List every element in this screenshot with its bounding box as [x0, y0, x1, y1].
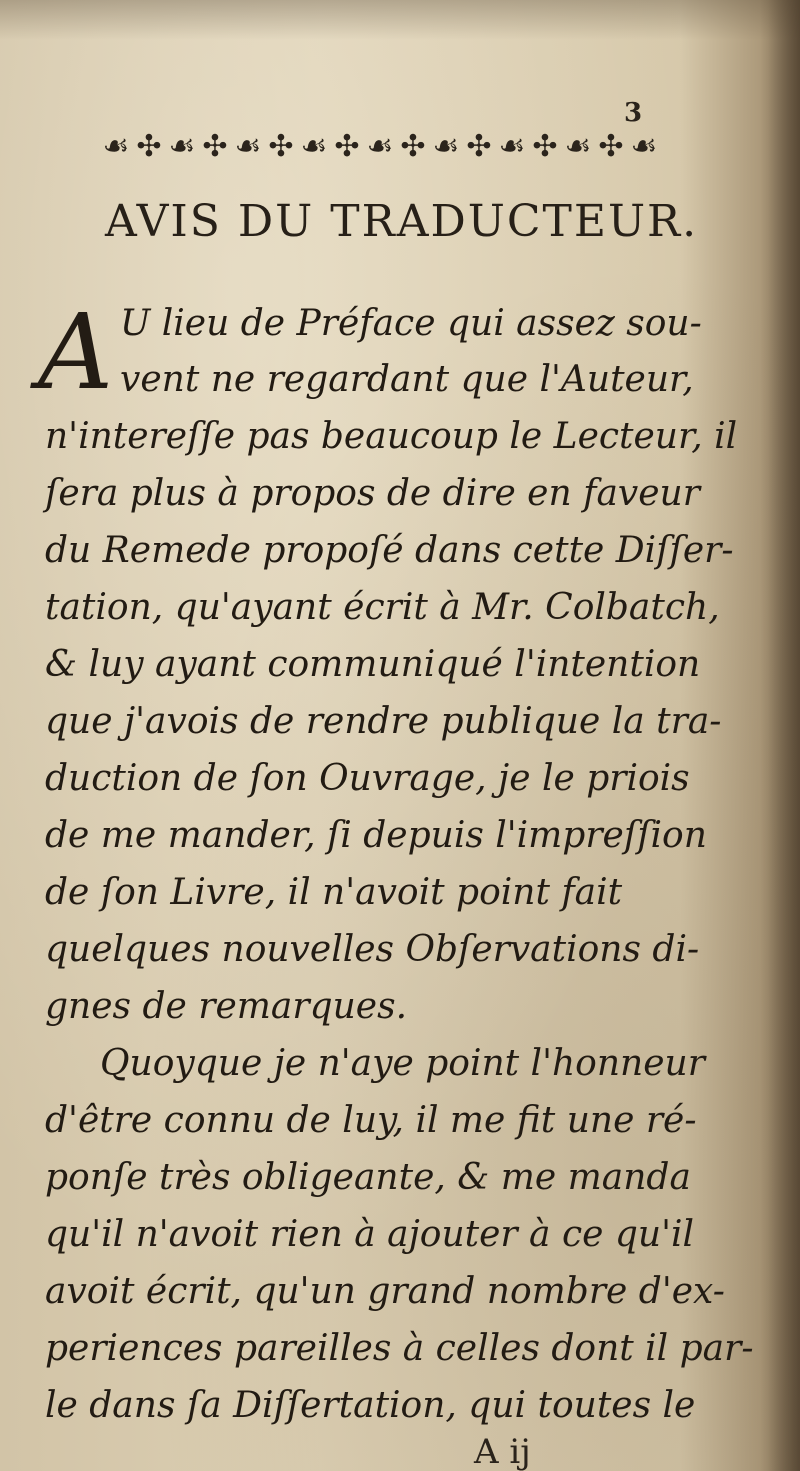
- ornament-glyph: ✣: [268, 128, 294, 164]
- signature-mark: A ij: [474, 1432, 531, 1471]
- text-line: periences pareilles à celles dont il par-: [45, 1328, 754, 1369]
- text-line: ponſe très obligeante, & me manda: [45, 1157, 691, 1198]
- ornament-glyph: ☙: [564, 128, 592, 164]
- ornament-glyph: ☙: [498, 128, 526, 164]
- text-line: que j'avois de rendre publique la tra-: [45, 701, 722, 742]
- text-line: tation, qu'ayant écrit à Mr. Colbatch,: [45, 587, 720, 628]
- text-line: n'intereſſe pas beaucoup le Lecteur, il: [45, 416, 738, 457]
- ornament-glyph: ☙: [432, 128, 460, 164]
- ornament-glyph: ☙: [300, 128, 328, 164]
- ornament-glyph: ☙: [630, 128, 658, 164]
- text-line: duction de ſon Ouvrage, je le priois: [45, 758, 690, 799]
- ornament-glyph: ☙: [102, 128, 130, 164]
- text-line: de me mander, ſi depuis l'impreſſion: [45, 815, 707, 856]
- ornament-glyph: ✣: [136, 128, 162, 164]
- text-line: U lieu de Préface qui assez sou-: [120, 303, 702, 344]
- text-line: de ſon Livre, il n'avoit point fait: [45, 872, 623, 913]
- text-line: & luy ayant communiqué l'intention: [45, 644, 701, 685]
- ornament-glyph: ☙: [366, 128, 394, 164]
- drop-cap: A: [38, 291, 114, 413]
- text-line: qu'il n'avoit rien à ajouter à ce qu'il: [45, 1214, 695, 1255]
- ornament-glyph: ✣: [532, 128, 558, 164]
- ornament-glyph: ✣: [334, 128, 360, 164]
- text-line: gnes de remarques.: [45, 986, 408, 1027]
- ornament-glyph: ✣: [466, 128, 492, 164]
- text-line: du Remede propoſé dans cette Diſſer-: [45, 530, 734, 571]
- ornament-glyph: ✣: [202, 128, 228, 164]
- text-line: d'être connu de luy, il me fit une ré-: [45, 1100, 697, 1141]
- text-line: ſera plus à propos de dire en faveur: [45, 473, 700, 514]
- ornament-glyph: ✣: [400, 128, 426, 164]
- text-line: le dans ſa Diſſertation, qui toutes le: [45, 1385, 696, 1426]
- text-line: avoit écrit, qu'un grand nombre d'ex-: [45, 1271, 725, 1312]
- text-line: Quoyque je n'aye point l'honneur: [100, 1043, 705, 1084]
- section-heading: AVIS DU TRADUCTEUR.: [105, 196, 699, 247]
- page-number: 3: [624, 98, 643, 128]
- ornament-glyph: ☙: [168, 128, 196, 164]
- ornament-glyph: ✣: [598, 128, 624, 164]
- text-line: quelques nouvelles Obſervations di-: [45, 929, 700, 970]
- text-line: vent ne regardant que l'Auteur,: [120, 359, 694, 400]
- ornament-glyph: ☙: [234, 128, 262, 164]
